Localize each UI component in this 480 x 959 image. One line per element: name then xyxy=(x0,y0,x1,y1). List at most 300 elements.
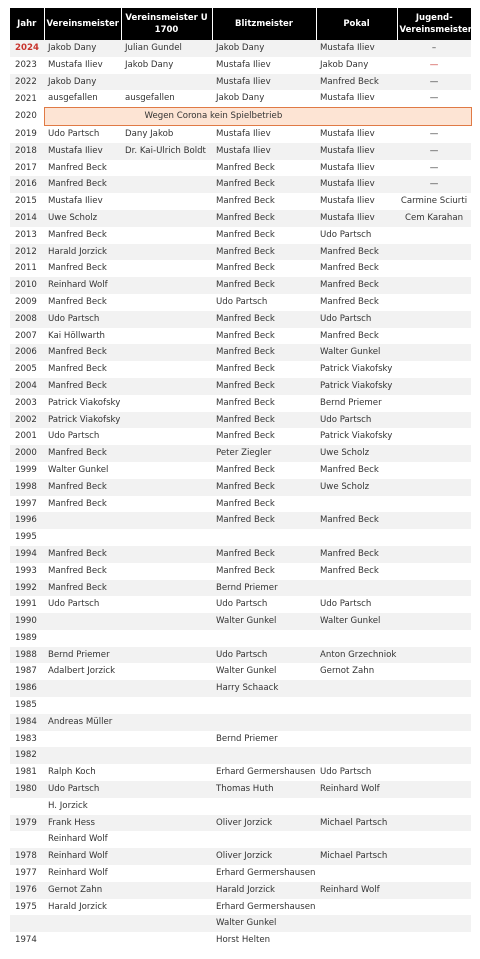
table-row xyxy=(10,40,471,57)
cell-blitz-champion: Erhard Germershausen xyxy=(212,865,316,882)
header-cup: Pokal xyxy=(316,8,397,40)
cell-year: 1984 xyxy=(10,714,44,731)
cell-blitz-champion: Manfred Beck xyxy=(212,428,316,445)
cell-blitz-champion: Manfred Beck xyxy=(212,412,316,429)
cell-youth-champion xyxy=(397,764,471,781)
header-club-champion-u1700: Vereinsmeister U 1700 xyxy=(121,8,212,40)
cell-cup: Mustafa Iliev xyxy=(316,210,397,227)
cell-club-champion-u1700 xyxy=(121,428,212,445)
cell-year: 2007 xyxy=(10,328,44,345)
cell-club-champion: Reinhard Wolf xyxy=(44,831,121,848)
cell-youth-champion xyxy=(397,546,471,563)
header-youth-champion: Jugend-Vereinsmeister xyxy=(397,8,471,40)
cell-club-champion: Patrick Viakofsky xyxy=(44,395,121,412)
cell-year: 1997 xyxy=(10,496,44,513)
cell-youth-champion: — xyxy=(397,57,471,74)
cell-blitz-champion: Manfred Beck xyxy=(212,328,316,345)
cell-club-champion-u1700 xyxy=(121,260,212,277)
cell-youth-champion xyxy=(397,361,471,378)
table-row xyxy=(10,57,471,74)
cell-club-champion-u1700 xyxy=(121,630,212,647)
cell-blitz-champion: Oliver Jorzick xyxy=(212,848,316,865)
cell-cup xyxy=(316,580,397,597)
cell-year: 2021 xyxy=(10,90,44,107)
cell-blitz-champion: Manfred Beck xyxy=(212,563,316,580)
cell-cup xyxy=(316,714,397,731)
cell-blitz-champion xyxy=(212,798,316,815)
cell-club-champion: ausgefallen xyxy=(44,90,121,107)
cell-club-champion: Uwe Scholz xyxy=(44,210,121,227)
cell-year: 1992 xyxy=(10,580,44,597)
table-row xyxy=(10,680,471,697)
cell-club-champion-u1700 xyxy=(121,277,212,294)
cell-youth-champion xyxy=(397,580,471,597)
cell-cup: Patrick Viakofsky xyxy=(316,361,397,378)
cell-club-champion: Udo Partsch xyxy=(44,781,121,798)
cell-cup: Walter Gunkel xyxy=(316,344,397,361)
cell-blitz-champion xyxy=(212,697,316,714)
cell-club-champion-u1700 xyxy=(121,210,212,227)
cell-youth-champion xyxy=(397,680,471,697)
cell-youth-champion xyxy=(397,798,471,815)
cell-cup: Manfred Beck xyxy=(316,260,397,277)
cell-youth-champion xyxy=(397,311,471,328)
cell-club-champion: Frank Hess xyxy=(44,815,121,832)
cell-cup: Patrick Viakofsky xyxy=(316,378,397,395)
cell-year: 2003 xyxy=(10,395,44,412)
cell-club-champion-u1700 xyxy=(121,462,212,479)
table-row xyxy=(10,831,471,848)
table-row xyxy=(10,445,471,462)
cell-blitz-champion: Udo Partsch xyxy=(212,647,316,664)
cell-youth-champion xyxy=(397,630,471,647)
cell-blitz-champion: Manfred Beck xyxy=(212,277,316,294)
cell-club-champion-u1700 xyxy=(121,764,212,781)
cell-year: 2001 xyxy=(10,428,44,445)
cell-club-champion: Ralph Koch xyxy=(44,764,121,781)
table-row xyxy=(10,428,471,445)
cell-club-champion-u1700 xyxy=(121,193,212,210)
cell-club-champion-u1700 xyxy=(121,479,212,496)
cell-year: 1995 xyxy=(10,529,44,546)
table-row xyxy=(10,160,471,177)
table-row xyxy=(10,747,471,764)
cell-youth-champion: — xyxy=(397,74,471,91)
cell-blitz-champion: Harald Jorzick xyxy=(212,882,316,899)
table-row xyxy=(10,731,471,748)
cell-blitz-champion: Mustafa Iliev xyxy=(212,74,316,91)
champions-table xyxy=(10,8,472,949)
cell-club-champion: Udo Partsch xyxy=(44,311,121,328)
cell-club-champion: Adalbert Jorzick xyxy=(44,663,121,680)
cell-cup: Bernd Priemer xyxy=(316,395,397,412)
cell-club-champion-u1700 xyxy=(121,546,212,563)
table-row xyxy=(10,125,471,142)
cell-cup: Manfred Beck xyxy=(316,74,397,91)
cell-blitz-champion: Thomas Huth xyxy=(212,781,316,798)
cell-club-champion: Manfred Beck xyxy=(44,445,121,462)
cell-year: 2015 xyxy=(10,193,44,210)
cell-notice: Wegen Corona kein Spielbetrieb xyxy=(44,108,471,126)
cell-blitz-champion: Jakob Dany xyxy=(212,90,316,107)
cell-club-champion: Jakob Dany xyxy=(44,74,121,91)
cell-youth-champion xyxy=(397,882,471,899)
cell-year: 1999 xyxy=(10,462,44,479)
cell-year: 2004 xyxy=(10,378,44,395)
cell-year: 2009 xyxy=(10,294,44,311)
cell-blitz-champion: Manfred Beck xyxy=(212,512,316,529)
cell-blitz-champion: Oliver Jorzick xyxy=(212,815,316,832)
cell-cup: Mustafa Iliev xyxy=(316,160,397,177)
cell-blitz-champion: Manfred Beck xyxy=(212,361,316,378)
cell-year: 1991 xyxy=(10,596,44,613)
table-row xyxy=(10,512,471,529)
cell-blitz-champion: Manfred Beck xyxy=(212,496,316,513)
cell-blitz-champion: Mustafa Iliev xyxy=(212,57,316,74)
cell-blitz-champion: Manfred Beck xyxy=(212,227,316,244)
cell-cup: Michael Partsch xyxy=(316,815,397,832)
cell-club-champion-u1700 xyxy=(121,731,212,748)
table-row xyxy=(10,260,471,277)
cell-youth-champion xyxy=(397,865,471,882)
cell-youth-champion xyxy=(397,596,471,613)
cell-blitz-champion: Manfred Beck xyxy=(212,176,316,193)
cell-club-champion-u1700 xyxy=(121,328,212,345)
cell-club-champion-u1700 xyxy=(121,74,212,91)
cell-youth-champion xyxy=(397,563,471,580)
cell-blitz-champion: Bernd Priemer xyxy=(212,731,316,748)
cell-youth-champion: Carmine Sciurti xyxy=(397,193,471,210)
cell-blitz-champion: Manfred Beck xyxy=(212,260,316,277)
cell-club-champion-u1700 xyxy=(121,244,212,261)
cell-year: 2012 xyxy=(10,244,44,261)
cell-blitz-champion: Erhard Germershausen xyxy=(212,764,316,781)
cell-year: 2019 xyxy=(10,125,44,142)
cell-cup xyxy=(316,865,397,882)
cell-club-champion: Reinhard Wolf xyxy=(44,848,121,865)
cell-cup: Mustafa Iliev xyxy=(316,176,397,193)
table-row xyxy=(10,563,471,580)
cell-year: 1987 xyxy=(10,663,44,680)
cell-club-champion-u1700 xyxy=(121,865,212,882)
cell-club-champion xyxy=(44,731,121,748)
cell-youth-champion xyxy=(397,697,471,714)
cell-youth-champion xyxy=(397,428,471,445)
cell-year: 1982 xyxy=(10,747,44,764)
cell-cup xyxy=(316,630,397,647)
cell-cup: Michael Partsch xyxy=(316,848,397,865)
cell-blitz-champion: Udo Partsch xyxy=(212,294,316,311)
cell-club-champion-u1700 xyxy=(121,848,212,865)
cell-year: 2016 xyxy=(10,176,44,193)
cell-cup: Reinhard Wolf xyxy=(316,781,397,798)
cell-blitz-champion: Manfred Beck xyxy=(212,462,316,479)
cell-club-champion-u1700 xyxy=(121,596,212,613)
cell-club-champion-u1700 xyxy=(121,680,212,697)
cell-year: 1977 xyxy=(10,865,44,882)
cell-youth-champion xyxy=(397,462,471,479)
cell-blitz-champion: Manfred Beck xyxy=(212,193,316,210)
cell-year: 2006 xyxy=(10,344,44,361)
cell-club-champion-u1700 xyxy=(121,613,212,630)
cell-youth-champion xyxy=(397,244,471,261)
cell-blitz-champion: Udo Partsch xyxy=(212,596,316,613)
cell-year: 2022 xyxy=(10,74,44,91)
cell-cup: Manfred Beck xyxy=(316,328,397,345)
table-row xyxy=(10,108,471,126)
cell-cup: Gernot Zahn xyxy=(316,663,397,680)
cell-year: 1998 xyxy=(10,479,44,496)
table-row xyxy=(10,546,471,563)
cell-club-champion-u1700 xyxy=(121,311,212,328)
cell-club-champion: Reinhard Wolf xyxy=(44,865,121,882)
cell-youth-champion xyxy=(397,496,471,513)
cell-club-champion xyxy=(44,613,121,630)
cell-club-champion-u1700 xyxy=(121,781,212,798)
cell-blitz-champion: Horst Helten xyxy=(212,932,316,949)
cell-blitz-champion: Mustafa Iliev xyxy=(212,143,316,160)
cell-cup: Uwe Scholz xyxy=(316,445,397,462)
cell-club-champion-u1700 xyxy=(121,882,212,899)
cell-youth-champion xyxy=(397,395,471,412)
cell-cup: Reinhard Wolf xyxy=(316,882,397,899)
header-year: Jahr xyxy=(10,8,44,40)
cell-cup xyxy=(316,529,397,546)
cell-blitz-champion: Manfred Beck xyxy=(212,344,316,361)
cell-blitz-champion: Walter Gunkel xyxy=(212,915,316,932)
cell-club-champion: Bernd Priemer xyxy=(44,647,121,664)
cell-club-champion: Manfred Beck xyxy=(44,160,121,177)
cell-club-champion-u1700 xyxy=(121,512,212,529)
cell-year: 2023 xyxy=(10,57,44,74)
cell-club-champion: Reinhard Wolf xyxy=(44,277,121,294)
cell-cup xyxy=(316,831,397,848)
cell-youth-champion xyxy=(397,328,471,345)
cell-youth-champion xyxy=(397,344,471,361)
cell-blitz-champion: Manfred Beck xyxy=(212,311,316,328)
table-row xyxy=(10,176,471,193)
cell-cup: Mustafa Iliev xyxy=(316,40,397,57)
cell-youth-champion xyxy=(397,412,471,429)
cell-cup: Udo Partsch xyxy=(316,764,397,781)
cell-club-champion-u1700: Jakob Dany xyxy=(121,57,212,74)
cell-year: 1979 xyxy=(10,815,44,832)
cell-blitz-champion: Manfred Beck xyxy=(212,210,316,227)
table-row xyxy=(10,277,471,294)
cell-youth-champion xyxy=(397,277,471,294)
cell-youth-champion xyxy=(397,848,471,865)
cell-youth-champion: — xyxy=(397,176,471,193)
cell-club-champion xyxy=(44,680,121,697)
table-header xyxy=(10,8,471,40)
cell-youth-champion xyxy=(397,747,471,764)
cell-club-champion: Gernot Zahn xyxy=(44,882,121,899)
table-row xyxy=(10,462,471,479)
table-row xyxy=(10,647,471,664)
table-row xyxy=(10,596,471,613)
table-row xyxy=(10,143,471,160)
table-row xyxy=(10,496,471,513)
cell-club-champion-u1700 xyxy=(121,815,212,832)
cell-youth-champion xyxy=(397,815,471,832)
cell-club-champion xyxy=(44,697,121,714)
cell-club-champion-u1700 xyxy=(121,663,212,680)
cell-club-champion: Mustafa Iliev xyxy=(44,57,121,74)
cell-youth-champion: — xyxy=(397,160,471,177)
table-row xyxy=(10,663,471,680)
cell-cup xyxy=(316,496,397,513)
cell-blitz-champion xyxy=(212,747,316,764)
cell-year: 2014 xyxy=(10,210,44,227)
cell-youth-champion xyxy=(397,529,471,546)
table-row xyxy=(10,361,471,378)
cell-cup xyxy=(316,747,397,764)
cell-cup: Uwe Scholz xyxy=(316,479,397,496)
cell-club-champion-u1700 xyxy=(121,227,212,244)
cell-cup xyxy=(316,731,397,748)
cell-club-champion-u1700: ausgefallen xyxy=(121,90,212,107)
table-row xyxy=(10,798,471,815)
cell-youth-champion xyxy=(397,227,471,244)
cell-year: 1993 xyxy=(10,563,44,580)
cell-cup: Udo Partsch xyxy=(316,311,397,328)
cell-year: 1978 xyxy=(10,848,44,865)
table-row xyxy=(10,90,471,107)
cell-club-champion xyxy=(44,630,121,647)
cell-cup: Udo Partsch xyxy=(316,412,397,429)
cell-cup: Manfred Beck xyxy=(316,244,397,261)
cell-cup xyxy=(316,932,397,949)
cell-club-champion: Manfred Beck xyxy=(44,361,121,378)
cell-club-champion: Manfred Beck xyxy=(44,344,121,361)
cell-blitz-champion: Manfred Beck xyxy=(212,244,316,261)
cell-club-champion-u1700 xyxy=(121,697,212,714)
table-row xyxy=(10,210,471,227)
cell-cup xyxy=(316,697,397,714)
table-row xyxy=(10,479,471,496)
cell-club-champion-u1700 xyxy=(121,378,212,395)
cell-cup: Manfred Beck xyxy=(316,462,397,479)
cell-year: 1994 xyxy=(10,546,44,563)
cell-club-champion: Manfred Beck xyxy=(44,294,121,311)
table-row xyxy=(10,613,471,630)
cell-youth-champion xyxy=(397,260,471,277)
cell-year: 1990 xyxy=(10,613,44,630)
cell-blitz-champion xyxy=(212,630,316,647)
cell-club-champion-u1700 xyxy=(121,529,212,546)
cell-club-champion: Udo Partsch xyxy=(44,428,121,445)
cell-year: 1974 xyxy=(10,932,44,949)
cell-youth-champion xyxy=(397,781,471,798)
table-row xyxy=(10,412,471,429)
table-row xyxy=(10,630,471,647)
cell-club-champion: Manfred Beck xyxy=(44,176,121,193)
header-row xyxy=(10,8,471,40)
table-row xyxy=(10,764,471,781)
cell-club-champion-u1700 xyxy=(121,395,212,412)
cell-year: 1983 xyxy=(10,731,44,748)
cell-club-champion xyxy=(44,915,121,932)
cell-club-champion xyxy=(44,512,121,529)
table-row xyxy=(10,932,471,949)
cell-year xyxy=(10,831,44,848)
table-row xyxy=(10,311,471,328)
cell-year xyxy=(10,915,44,932)
cell-cup: Udo Partsch xyxy=(316,227,397,244)
cell-blitz-champion: Walter Gunkel xyxy=(212,613,316,630)
cell-year: 2018 xyxy=(10,143,44,160)
cell-cup xyxy=(316,899,397,916)
cell-year: 2013 xyxy=(10,227,44,244)
cell-youth-champion xyxy=(397,932,471,949)
cell-cup: Udo Partsch xyxy=(316,596,397,613)
table-row xyxy=(10,714,471,731)
table-row xyxy=(10,328,471,345)
cell-club-champion-u1700: Julian Gundel xyxy=(121,40,212,57)
cell-year: 2005 xyxy=(10,361,44,378)
cell-club-champion: Jakob Dany xyxy=(44,40,121,57)
cell-year: 1976 xyxy=(10,882,44,899)
cell-club-champion: Harald Jorzick xyxy=(44,244,121,261)
cell-cup: Manfred Beck xyxy=(316,546,397,563)
cell-cup xyxy=(316,680,397,697)
cell-year: 2024 xyxy=(10,40,44,57)
table-row xyxy=(10,580,471,597)
cell-year: 2011 xyxy=(10,260,44,277)
cell-club-champion xyxy=(44,747,121,764)
cell-blitz-champion: Manfred Beck xyxy=(212,479,316,496)
cell-club-champion: Manfred Beck xyxy=(44,546,121,563)
cell-club-champion-u1700 xyxy=(121,647,212,664)
cell-cup: Manfred Beck xyxy=(316,294,397,311)
table-row xyxy=(10,882,471,899)
cell-youth-champion: Cem Karahan xyxy=(397,210,471,227)
cell-club-champion-u1700 xyxy=(121,932,212,949)
cell-year: 2010 xyxy=(10,277,44,294)
cell-youth-champion: — xyxy=(397,125,471,142)
cell-club-champion-u1700 xyxy=(121,798,212,815)
cell-blitz-champion: Bernd Priemer xyxy=(212,580,316,597)
cell-blitz-champion: Jakob Dany xyxy=(212,40,316,57)
cell-youth-champion xyxy=(397,714,471,731)
cell-club-champion-u1700 xyxy=(121,412,212,429)
cell-youth-champion xyxy=(397,378,471,395)
cell-blitz-champion: Walter Gunkel xyxy=(212,663,316,680)
cell-club-champion: Mustafa Iliev xyxy=(44,143,121,160)
cell-cup: Mustafa Iliev xyxy=(316,125,397,142)
cell-club-champion: Manfred Beck xyxy=(44,580,121,597)
cell-club-champion: Manfred Beck xyxy=(44,260,121,277)
cell-club-champion: Udo Partsch xyxy=(44,125,121,142)
cell-club-champion-u1700 xyxy=(121,496,212,513)
cell-club-champion-u1700 xyxy=(121,714,212,731)
table-row xyxy=(10,294,471,311)
cell-club-champion xyxy=(44,932,121,949)
cell-club-champion-u1700 xyxy=(121,899,212,916)
cell-year: 1996 xyxy=(10,512,44,529)
cell-club-champion-u1700: Dr. Kai-Ulrich Boldt xyxy=(121,143,212,160)
cell-youth-champion: — xyxy=(397,90,471,107)
cell-cup: Mustafa Iliev xyxy=(316,143,397,160)
cell-cup: Anton Grzechniok xyxy=(316,647,397,664)
cell-club-champion-u1700 xyxy=(121,915,212,932)
cell-club-champion: Harald Jorzick xyxy=(44,899,121,916)
cell-year: 1980 xyxy=(10,781,44,798)
cell-youth-champion xyxy=(397,512,471,529)
table-row xyxy=(10,378,471,395)
cell-cup: Manfred Beck xyxy=(316,277,397,294)
cell-year: 2000 xyxy=(10,445,44,462)
